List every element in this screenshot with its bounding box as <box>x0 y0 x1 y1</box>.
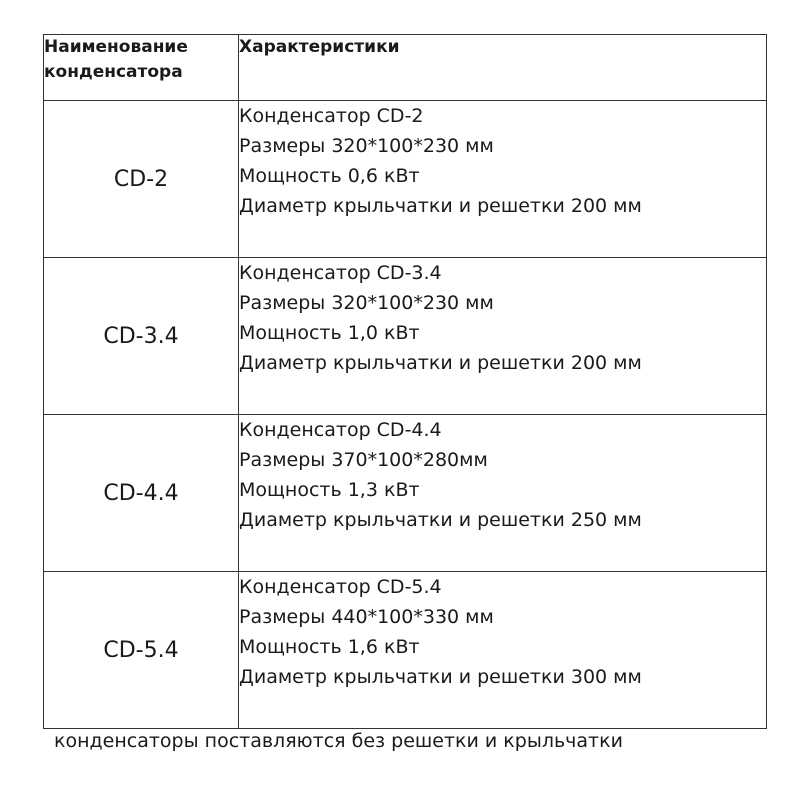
spec-power: Мощность 0,6 кВт <box>239 165 420 187</box>
model-cell: CD-3.4 <box>44 258 239 415</box>
spec-cell <box>239 572 767 729</box>
spec-dimensions: Размеры 440*100*330 мм <box>239 606 494 628</box>
spec-dimensions: Размеры 320*100*230 мм <box>239 135 494 157</box>
spec-fan-diameter: Диаметр крыльчатки и решетки 200 мм <box>239 195 642 217</box>
spec-fan-diameter: Диаметр крыльчатки и решетки 200 мм <box>239 352 642 374</box>
header-characteristics: Характеристики <box>239 35 767 101</box>
spec-power: Мощность 1,3 кВт <box>239 479 420 501</box>
model-cell: CD-5.4 <box>44 572 239 729</box>
spec-power: Мощность 1,0 кВт <box>239 322 420 344</box>
table-row <box>44 258 767 415</box>
table-row <box>44 572 767 729</box>
spec-cell <box>239 101 767 258</box>
condenser-spec-table <box>43 34 767 729</box>
spec-title: Конденсатор CD-3.4 <box>239 262 442 284</box>
table-row <box>44 101 767 258</box>
header-condenser-name-text: Наименование конденсатора <box>44 37 188 82</box>
spec-title: Конденсатор CD-2 <box>239 105 424 127</box>
spec-power: Мощность 1,6 кВт <box>239 636 420 658</box>
spec-dimensions: Размеры 370*100*280мм <box>239 449 488 471</box>
model-cell: CD-4.4 <box>44 415 239 572</box>
spec-title: Конденсатор CD-5.4 <box>239 576 442 598</box>
table-row <box>44 415 767 572</box>
spec-fan-diameter: Диаметр крыльчатки и решетки 300 мм <box>239 666 642 688</box>
table-header-row <box>44 35 767 101</box>
spec-title: Конденсатор CD-4.4 <box>239 419 442 441</box>
model-cell: CD-2 <box>44 101 239 258</box>
spec-cell <box>239 258 767 415</box>
header-condenser-name <box>44 35 239 101</box>
spec-dimensions: Размеры 320*100*230 мм <box>239 292 494 314</box>
spec-cell <box>239 415 767 572</box>
spec-fan-diameter: Диаметр крыльчатки и решетки 250 мм <box>239 509 642 531</box>
footnote: конденсаторы поставляются без решетки и крыльчатки <box>54 730 623 752</box>
